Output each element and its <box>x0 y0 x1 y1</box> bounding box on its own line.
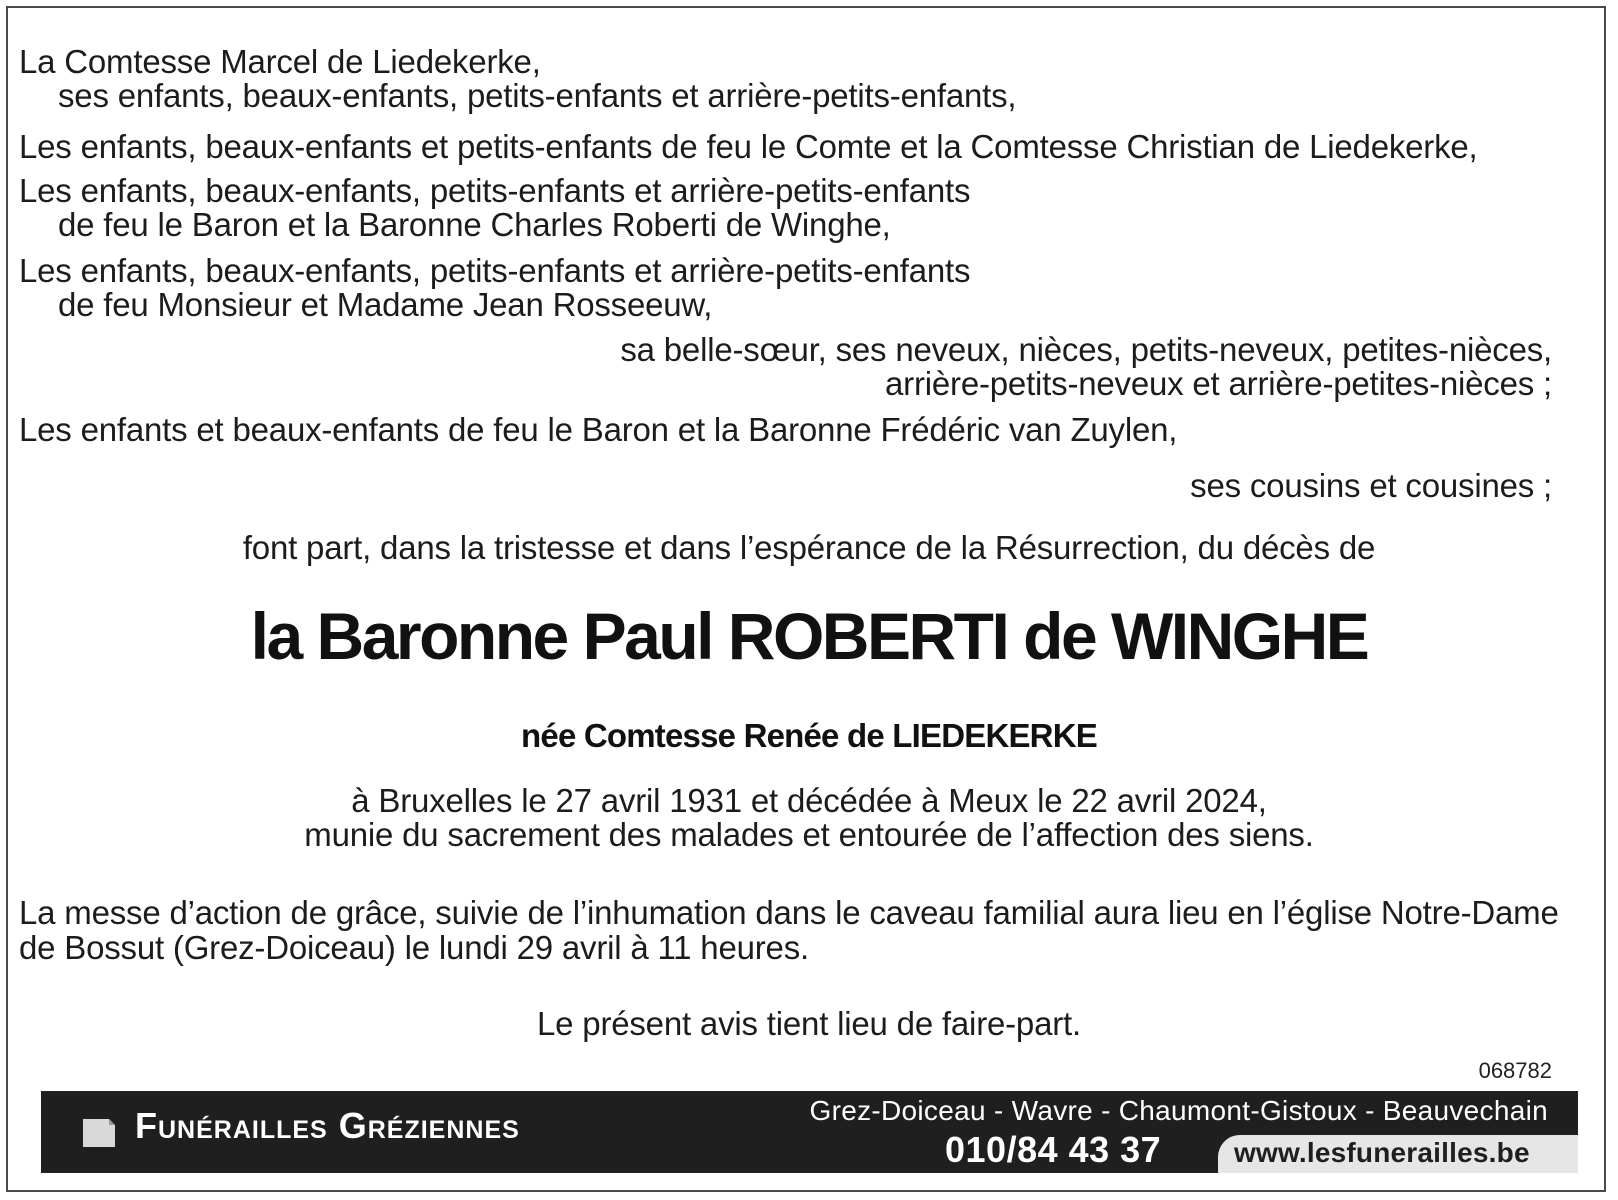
family-line: ses cousins et cousines ; <box>1190 467 1552 504</box>
family-line: de feu le Baron et la Baronne Charles Roberti de Winghe, <box>58 206 891 243</box>
closing-text: Le présent avis tient lieu de faire-part. <box>537 1005 1081 1042</box>
mass-info-line: La messe d’action de grâce, suivie de l’inhumation dans le caveau familial aura lieu en l’église Notre-Dame <box>19 894 1559 931</box>
family-line: de feu Monsieur et Madame Jean Rosseeuw, <box>58 286 713 323</box>
family-line: arrière-petits-neveux et arrière-petites-nièces ; <box>885 365 1552 402</box>
service-towns: Grez-Doiceau - Wavre - Chaumont-Gistoux - Beauvechain <box>809 1095 1548 1126</box>
reference-number: 068782 <box>1478 1058 1552 1083</box>
family-line: Les enfants, beaux-enfants, petits-enfants et arrière-petits-enfants <box>19 252 971 289</box>
family-line: sa belle-sœur, ses neveux, nièces, petits-neveux, petites-nièces, <box>620 331 1552 368</box>
family-line: La Comtesse Marcel de Liedekerke, <box>19 43 541 80</box>
announcement-text: font part, dans la tristesse et dans l’espérance de la Résurrection, du décès de <box>242 529 1376 566</box>
mass-info-line: de Bossut (Grez-Doiceau) le lundi 29 avril à 11 heures. <box>19 929 809 966</box>
birth-death-text: à Bruxelles le 27 avril 1931 et décédée à Meux le 22 avril 2024, <box>351 782 1267 819</box>
funeral-home-name: Funérailles Gréziennes <box>135 1105 520 1146</box>
family-line: Les enfants et beaux-enfants de feu le Baron et la Baronne Frédéric van Zuylen, <box>19 411 1178 448</box>
folded-sheet-icon <box>79 1115 119 1151</box>
family-line: ses enfants, beaux-enfants, petits-enfants et arrière-petits-enfants, <box>58 77 1017 114</box>
website-pill[interactable] <box>1218 1135 1578 1173</box>
maiden-name: née Comtesse Renée de LIEDEKERKE <box>521 717 1097 754</box>
family-line: Les enfants, beaux-enfants et petits-enfants de feu le Comte et la Comtesse Christian de Liedekerke, <box>19 128 1478 165</box>
deceased-name: la Baronne Paul ROBERTI de WINGHE <box>250 599 1368 673</box>
phone-number[interactable]: 010/84 43 37 <box>945 1129 1162 1170</box>
funeral-home-banner <box>41 1091 1578 1173</box>
sacrament-text: munie du sacrement des malades et entourée de l’affection des siens. <box>304 816 1314 853</box>
family-line: Les enfants, beaux-enfants, petits-enfants et arrière-petits-enfants <box>19 172 971 209</box>
website-link[interactable]: www.lesfunerailles.be <box>1234 1137 1530 1168</box>
